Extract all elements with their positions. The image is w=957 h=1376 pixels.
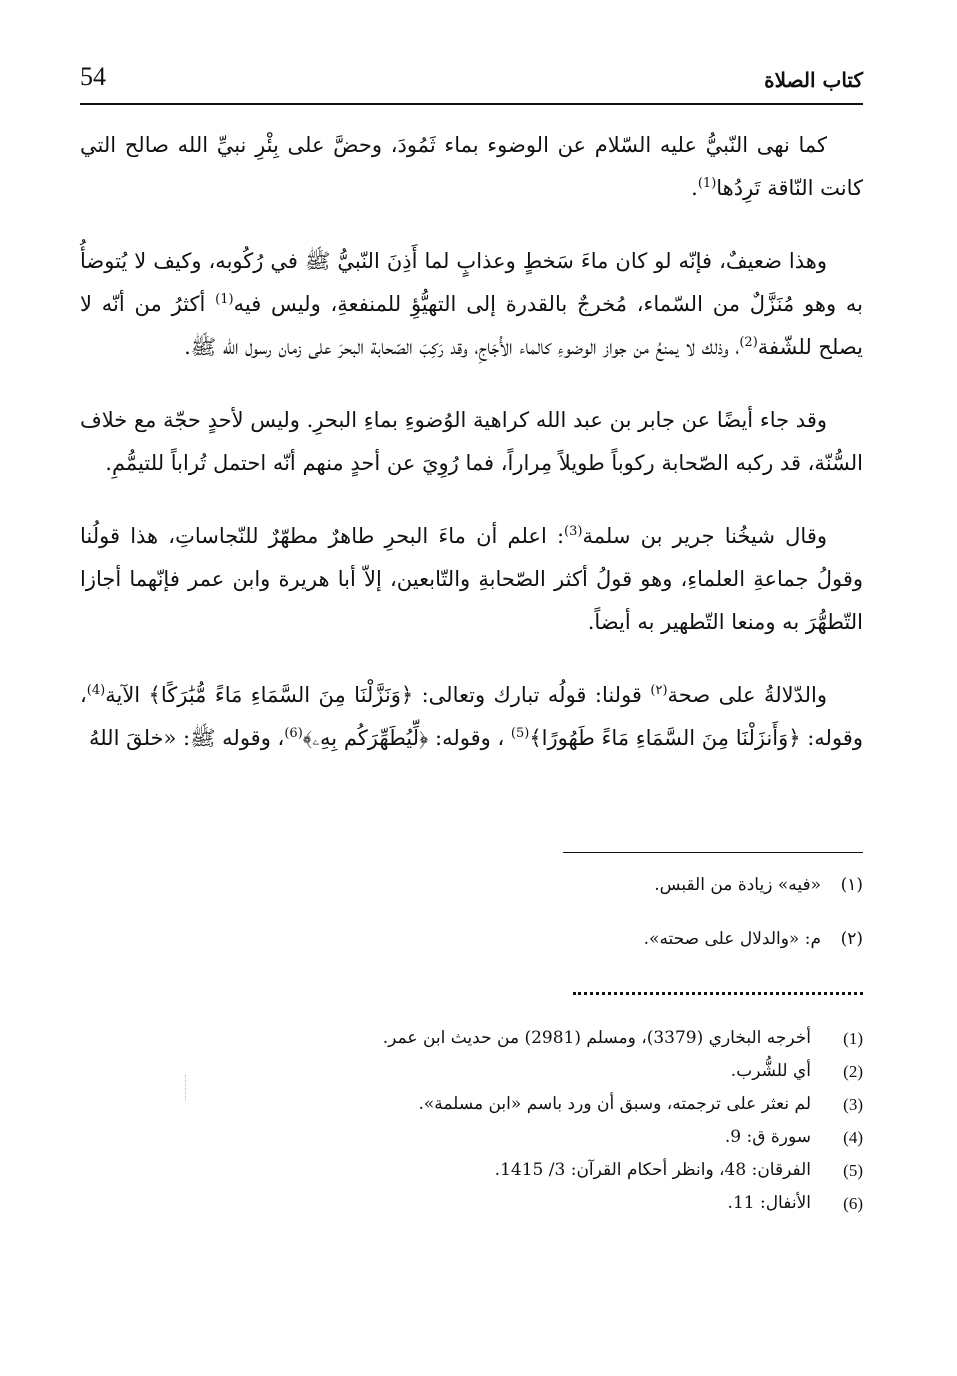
footnote-ref: (٢) bbox=[650, 683, 668, 698]
dotted-separator bbox=[573, 992, 863, 995]
paragraph: والدّلالةُ على صحة$^{(٢)}$ قولنا: قولُه تبارك وتعالى: ﴿وَنَزَّلْنَا مِنَ السَّمَاءِ مَاءً مُّبَٰرَكًا﴾ الآية$^{(4)}$، وقوله: ﴿وَأَنزَلْنَا مِنَ السَّمَاءِ مَاءً طَهُورًا﴾$^{(5)}$ ، وقوله: ﴿لِّيُطَهِّرَكُم بِهِۦ﴾$^{(6)}$، وقوله ﷺ: «خلقَ اللهُ bbox=[80, 683, 863, 750]
footnote-number: (٢) bbox=[840, 929, 863, 949]
footnote-number: (3) bbox=[843, 1095, 863, 1114]
editor-footnotes bbox=[163, 1022, 863, 1220]
footnote bbox=[163, 922, 863, 956]
footnote bbox=[163, 1022, 863, 1055]
footnote-text: لم نعثر على ترجمته، وسبق أن ورد باسم «ابن مسلمة». bbox=[418, 1094, 811, 1114]
footnote-ref: (2) bbox=[739, 335, 758, 350]
footnote-text: «فيه» زيادة من القبس. bbox=[654, 875, 821, 895]
footnote bbox=[163, 1055, 863, 1088]
manuscript-footnotes bbox=[163, 868, 863, 976]
footnote-number: (4) bbox=[843, 1128, 863, 1147]
footnote-text: الأنفال: 11. bbox=[727, 1193, 811, 1213]
footnote-ref: (6) bbox=[284, 726, 303, 741]
footnote bbox=[163, 1187, 863, 1220]
paragraph: كما نهى النّبيُّ عليه السّلام عن الوضوء بماء ثَمُودَ، وحضَّ على بِئْرِ نبيِّ الله صالح التي كانت النّاقة تَرِدُها$^{(1)}$. bbox=[80, 133, 863, 200]
footnote-number: (5) bbox=[843, 1161, 863, 1180]
footnote-number: (2) bbox=[843, 1062, 863, 1081]
footnote bbox=[163, 868, 863, 902]
paragraph: وهذا ضعيفٌ، فإنّه لو كان ماءَ سَخطٍ وعذابٍ لما أَذِنَ النّبيُّ ﷺ في رُكُوبه، وكيف لا يُتوضأُ به وهو مُنَزَّلٌ من السّماء، مُخرجٌ بالقدرة إلى التهيُّؤِ للمنفعةِ، وليس فيه$^{(1)}$ أكثرُ من أنّه لا يصلح للشّفة$^{(2)}$، وذلك لا يمنعُ من جواز الوضوءِ كالماء الأُجَاجِ، وقد رَكِبَ الصّحابة البحرَ على زمان رسول الله ﷺ. bbox=[80, 249, 864, 359]
footnote bbox=[163, 1154, 863, 1187]
page-number: 54 bbox=[80, 62, 106, 91]
footnote bbox=[163, 1121, 863, 1154]
footnote-ref: (5) bbox=[510, 726, 530, 741]
footnote-rule bbox=[563, 852, 863, 853]
paragraph: وقد جاء أيضًا عن جابر بن عبد الله كراهية الوُضوءِ بماءِ البحرِ. وليس لأحدٍ حجّة مع خلاف السُّنّة، قد ركبه الصّحابة ركوباً طويلاً مِراراً، فما رُوِيَ عن أحدٍ منهم أنّه احتمل تُراباً للتيمُّمِ. bbox=[80, 408, 863, 475]
footnote-number: (6) bbox=[843, 1194, 863, 1213]
footnote-text: أي للشُّرب. bbox=[730, 1061, 811, 1081]
footnote bbox=[163, 1088, 863, 1121]
page-header bbox=[80, 62, 863, 102]
footnote-text: سورة ق: 9. bbox=[724, 1127, 811, 1147]
footnote-text: أخرجه البخاري (3379)، ومسلم (2981) من حديث ابن عمر. bbox=[382, 1028, 811, 1048]
footnote-ref: (1) bbox=[215, 292, 234, 307]
footnote-text: م: «والدلال على صحته». bbox=[643, 929, 821, 949]
footnote-ref: (1) bbox=[697, 176, 717, 191]
running-title: كتاب الصلاة bbox=[764, 68, 863, 92]
footnote-number: (١) bbox=[840, 875, 863, 895]
footnote-number: (1) bbox=[843, 1029, 863, 1048]
footnote-text: الفرقان: 48، وانظر أحكام القرآن: 3/ 1415. bbox=[494, 1160, 811, 1180]
main-text bbox=[80, 124, 863, 760]
paragraph: وقال شيخُنا جرير بن سلمة$^{(3)}$: اعلم أن ماءَ البحرِ طاهرٌ مطهّرٌ للنّجاساتِ، هذا قولُنا وقولُ جماعةِ العلماءِ، وهو قولُ أكثر الصّحابةِ والتّابعين، إلاّ أبا هريرة وابن عمر فإنّهما أجازا التّطهُّرَ به ومنعا التّطهير به أيضاً. bbox=[80, 524, 863, 634]
footnote-ref: (4) bbox=[86, 683, 106, 698]
header-rule bbox=[80, 103, 863, 105]
footnote-ref: (3) bbox=[564, 524, 583, 539]
